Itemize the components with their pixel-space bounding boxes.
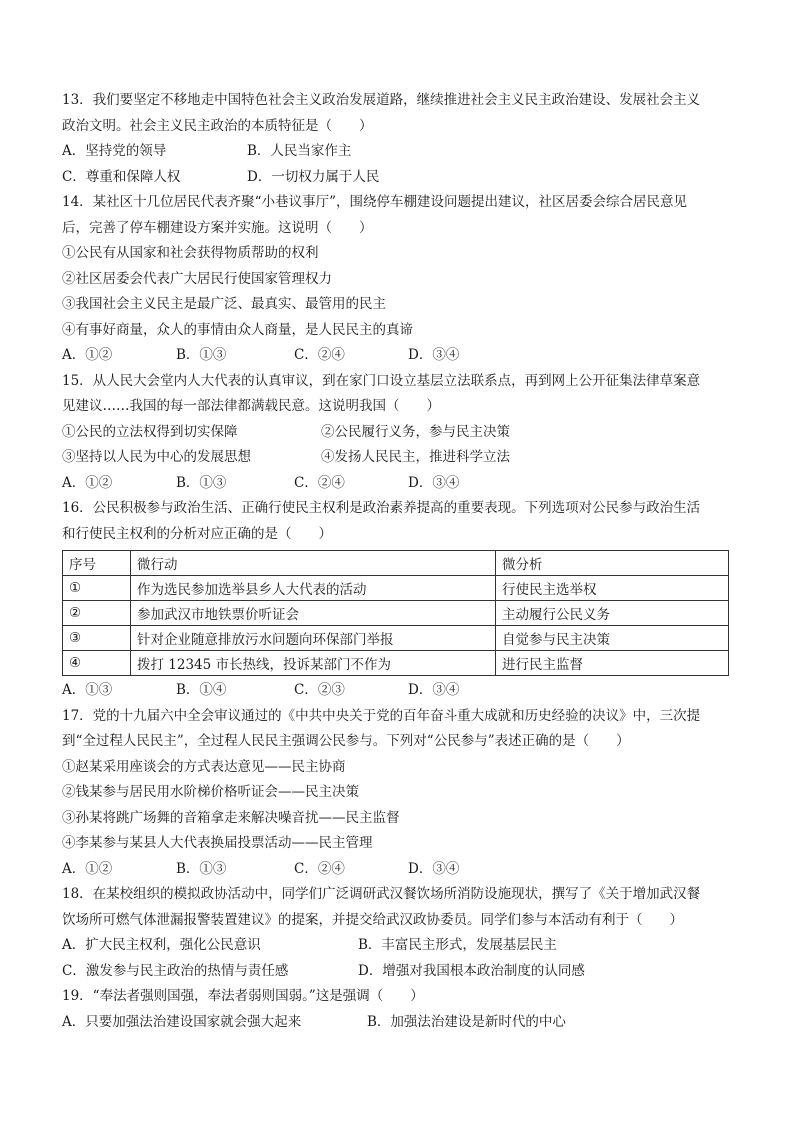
- question-stem: 到“全过程人民民主”，全过程人民民主强调公民参与。下列对“公民参与”表述正确的是（ ）: [62, 733, 630, 749]
- table-cell: ③: [63, 626, 131, 651]
- question-14: [62, 190, 738, 369]
- option-c: C．②④: [294, 860, 345, 877]
- table-cell: 参加武汉市地铁票价听证会: [131, 601, 496, 626]
- option-a: A．只要加强法治建设国家就会强大起来: [62, 1013, 302, 1030]
- question-stem: 17．党的十九届六中全会审议通过的《中共中央关于党的百年奋斗重大成就和历史经验的决议》中，三次提: [62, 707, 701, 724]
- option-row: [62, 1010, 738, 1036]
- question-stem: 见建议……我国的每一部法律都满载民意。这说明我国（ ）: [62, 398, 440, 414]
- statement-item: ②公民履行义务，参与民主决策: [321, 423, 510, 440]
- statement-item: ④李某参与某县人大代表换届投票活动——民主管理: [62, 835, 373, 851]
- option-row: [62, 678, 738, 704]
- option-a: A．①②: [62, 860, 113, 877]
- option-d: D．③④: [408, 860, 460, 877]
- option-c: C．②④: [294, 474, 345, 491]
- question-18: [62, 882, 738, 984]
- option-b: B．①④: [176, 682, 227, 698]
- table-cell: 针对企业随意排放污水问题向环保部门举报: [131, 626, 496, 651]
- question-17: [62, 704, 738, 883]
- option-b: B．①③: [176, 860, 227, 877]
- option-row: [62, 471, 738, 497]
- question-stem: 后，完善了停车棚建设方案并实施。这说明（ ）: [62, 219, 373, 236]
- table-cell: 主动履行公民义务: [496, 601, 729, 626]
- option-d: D．③④: [408, 474, 460, 491]
- option-b: B．①③: [176, 347, 227, 363]
- option-c: C．②③: [294, 682, 345, 698]
- table-row: [63, 651, 729, 676]
- question-15: [62, 369, 738, 497]
- table-cell: 自觉参与民主决策: [496, 626, 729, 651]
- question-19: [62, 984, 738, 1035]
- question-16: [62, 496, 738, 704]
- question-13: [62, 88, 738, 190]
- statement-item: ④有事好商量，众人的事情由众人商量，是人民民主的真谛: [62, 321, 413, 338]
- table-cell: ④: [63, 651, 131, 676]
- option-b: B．加强法治建设是新时代的中心: [367, 1013, 566, 1030]
- exam-page: [62, 88, 738, 1035]
- table-row: [63, 626, 729, 651]
- statement-row: [62, 420, 738, 446]
- table-header-row: [63, 551, 729, 576]
- question-stem: 19．“奉法者强则国强，奉法者弱则国弱。”这是强调（ ）: [62, 988, 424, 1004]
- table-cell: ①: [63, 576, 131, 601]
- table-header-cell: 序号: [63, 551, 131, 576]
- statement-item: ①赵某采用座谈会的方式表达意见——民主协商: [62, 758, 346, 775]
- statement-item: ③坚持以人民为中心的发展思想: [62, 449, 251, 465]
- option-c: C．②④: [294, 347, 345, 363]
- option-d: D．③④: [408, 682, 460, 698]
- statement-item: ④发扬人民民主，推进科学立法: [321, 449, 510, 465]
- option-b: B．丰富民主形式，发展基层民主: [358, 937, 557, 953]
- table-cell: 进行民主监督: [496, 651, 729, 676]
- option-row: [62, 343, 738, 369]
- option-row: [62, 857, 738, 883]
- option-a: A．扩大民主权利，强化公民意识: [62, 937, 261, 953]
- table-cell: 拨打 12345 市长热线，投诉某部门不作为: [131, 651, 496, 676]
- statement-item: ③我国社会主义民主是最广泛、最真实、最管用的民主: [62, 296, 386, 312]
- option-row: [62, 959, 738, 985]
- table-cell: 行使民主选举权: [496, 576, 729, 601]
- option-d: D．③④: [408, 347, 460, 363]
- question-stem: 16．公民积极参与政治生活、正确行使民主权利是政治素养提高的重要表现。下列选项对公民参与政治生活: [62, 500, 701, 516]
- table-cell: 作为选民参加选举县乡人大代表的活动: [131, 576, 496, 601]
- option-row: [62, 139, 738, 165]
- table-cell: ②: [63, 601, 131, 626]
- table-header-cell: 微行动: [131, 551, 496, 576]
- option-a: A．坚持党的领导: [62, 143, 167, 159]
- option-b: B．①③: [176, 474, 227, 491]
- question-stem: 15．从人民大会堂内人大代表的认真审议，到在家门口设立基层立法联系点，再到网上公开征集法律草案意: [62, 372, 701, 389]
- question-stem: 13．我们要坚定不移地走中国特色社会主义政治发展道路，继续推进社会主义民主政治建设、发展社会主义: [62, 92, 701, 108]
- statement-item: ①公民的立法权得到切实保障: [62, 423, 238, 440]
- option-a: A．①③: [62, 682, 113, 698]
- table-header-cell: 微分析: [496, 551, 729, 576]
- analysis-table: [62, 550, 729, 676]
- table-row: [63, 601, 729, 626]
- option-a: A．①②: [62, 347, 113, 363]
- option-row: [62, 165, 738, 191]
- statement-row: [62, 445, 738, 471]
- question-stem: 和行使民主权利的分析对应正确的是（ ）: [62, 525, 332, 542]
- statement-item: ②钱某参与居民用水阶梯价格听证会——民主决策: [62, 784, 359, 800]
- question-stem: 18．在某校组织的模拟政协活动中，同学们广泛调研武汉餐饮场所消防设施现状，撰写了《关于增加武汉餐: [62, 886, 701, 902]
- statement-item: ①公民有从国家和社会获得物质帮助的权利: [62, 245, 319, 261]
- option-d: D．增强对我国根本政治制度的认同感: [358, 962, 585, 979]
- statement-item: ②社区居委会代表广大居民行使国家管理权力: [62, 270, 332, 287]
- option-c: C．激发参与民主政治的热情与责任感: [62, 962, 289, 979]
- option-c: C．尊重和保障人权: [62, 168, 181, 185]
- table-row: [63, 576, 729, 601]
- option-b: B．人民当家作主: [247, 143, 352, 159]
- question-stem: 政治文明。社会主义民主政治的本质特征是（ ）: [62, 117, 373, 134]
- statement-item: ③孙某将跳广场舞的音箱拿走来解决噪音扰——民主监督: [62, 809, 400, 826]
- question-stem: 饮场所可燃气体泄漏报警装置建议》的提案，并提交给武汉政协委员。同学们参与本活动有利于（ ）: [62, 911, 683, 928]
- option-row: [62, 933, 738, 959]
- option-d: D．一切权力属于人民: [247, 168, 380, 185]
- option-a: A．①②: [62, 474, 113, 491]
- question-stem: 14．某社区十几位居民代表齐聚“小巷议事厅”，围绕停车棚建设问题提出建议，社区居委会综合居民意见: [62, 194, 687, 210]
